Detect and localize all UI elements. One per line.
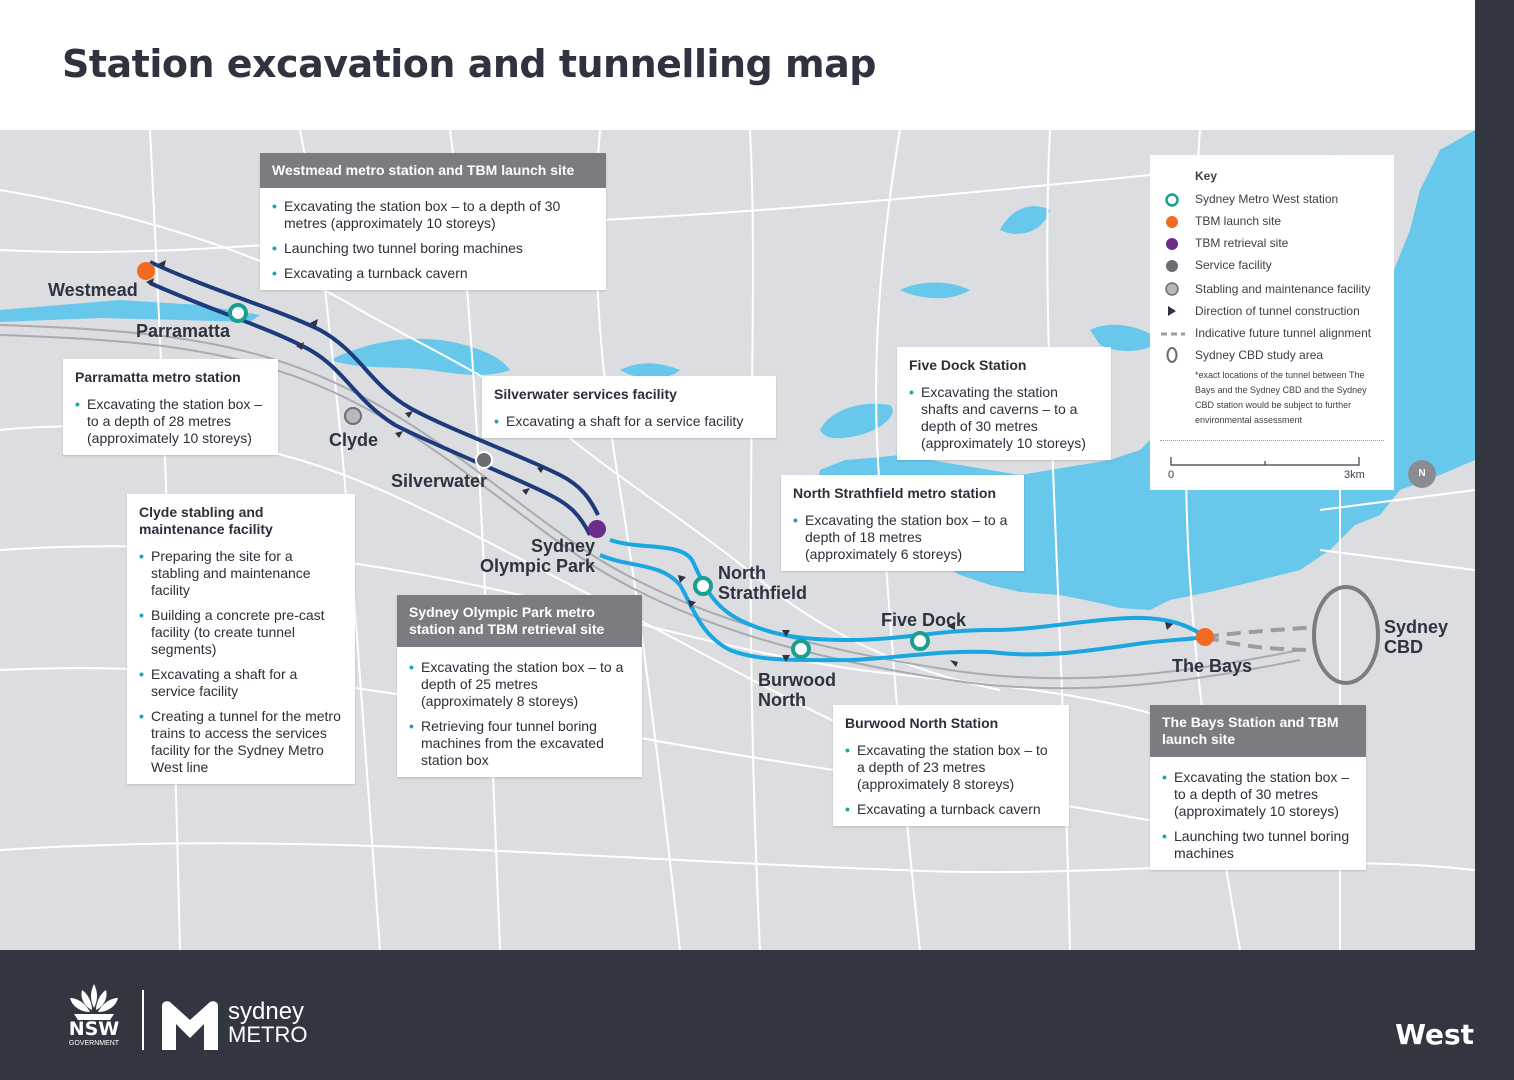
map-area[interactable] bbox=[0, 130, 1475, 950]
callout-olympic-park-item-0: • Excavating the station box – to a depth of 25 metres (approximately 8 storeys) bbox=[409, 659, 630, 710]
key-divider bbox=[1160, 440, 1384, 441]
hatched-dot-icon bbox=[1164, 281, 1180, 297]
callout-the-bays bbox=[1150, 705, 1366, 870]
callout-clyde-title: Clyde stabling and maintenance facility bbox=[139, 504, 273, 537]
scale-bar bbox=[1170, 455, 1360, 469]
label-north-strathfield: North Strathfield bbox=[718, 563, 808, 603]
label-sydney-cbd: Sydney CBD bbox=[1384, 617, 1449, 657]
nsw-wordmark: NSW bbox=[68, 1018, 120, 1040]
sydney-metro-wordmark-line1: sydney bbox=[228, 998, 305, 1025]
callout-westmead-title: Westmead metro station and TBM launch site bbox=[260, 153, 606, 188]
callout-olympic-park-item-1: • Retrieving four tunnel boring machines from the excavated station box bbox=[409, 718, 630, 769]
five-dock-station-marker bbox=[912, 633, 928, 649]
callout-burwood-north-title: Burwood North Station bbox=[845, 715, 999, 731]
cbd-study-area bbox=[1314, 587, 1378, 683]
map-key bbox=[1150, 155, 1394, 490]
purple-dot-icon bbox=[1164, 236, 1180, 252]
callout-north-strathfield-title: North Strathfield metro station bbox=[793, 485, 997, 501]
callout-westmead bbox=[260, 153, 606, 290]
key-item-2: TBM retrieval site bbox=[1195, 236, 1289, 250]
label-silverwater: Silverwater bbox=[391, 471, 488, 491]
key-item-6: Indicative future tunnel alignment bbox=[1195, 326, 1372, 340]
westmead-launch-marker bbox=[137, 262, 155, 280]
callout-parramatta-title: Parramatta metro station bbox=[75, 369, 241, 385]
callout-five-dock-item-0: • Excavating the station shafts and caverns – to a depth of 30 metres (approximately 10 storeys) bbox=[909, 384, 1099, 452]
label-parramatta: Parramatta bbox=[136, 321, 231, 341]
label-westmead: Westmead bbox=[48, 280, 138, 300]
callout-north-strathfield-item-0: • Excavating the station box – to a depth of 18 metres (approximately 6 storeys) bbox=[793, 512, 1012, 563]
key-item-4: Stabling and maintenance facility bbox=[1195, 282, 1371, 296]
burwood-north-station-marker bbox=[793, 641, 809, 657]
callout-clyde-item-2: • Excavating a shaft for a service facility bbox=[139, 666, 343, 700]
nsw-government-text: GOVERNMENT bbox=[68, 1040, 120, 1047]
callout-olympic-park-title: Sydney Olympic Park metro station and TBM retrieval site bbox=[397, 595, 642, 647]
callout-clyde-item-1: • Building a concrete pre-cast facility (to create tunnel segments) bbox=[139, 607, 343, 658]
key-note: *exact locations of the tunnel between The Bays and the Sydney CBD and the Sydney CBD station would be subject to further environmental assessment bbox=[1195, 370, 1367, 425]
parramatta-station-marker bbox=[230, 305, 246, 321]
scale-start: 0 bbox=[1168, 469, 1175, 481]
clyde-stabling-marker bbox=[345, 408, 361, 424]
key-item-5: Direction of tunnel construction bbox=[1195, 304, 1360, 318]
page-title: Station excavation and tunnelling map bbox=[62, 42, 876, 86]
north-strathfield-station-marker bbox=[695, 578, 711, 594]
callout-burwood-north-item-0: • Excavating the station box – to a depth of 23 metres (approximately 8 storeys) bbox=[845, 742, 1057, 793]
callout-the-bays-title: The Bays Station and TBM launch site bbox=[1150, 705, 1366, 757]
callout-westmead-item-0: • Excavating the station box – to a depth of 30 metres (approximately 10 storeys) bbox=[272, 198, 594, 232]
callout-the-bays-item-1: • Launching two tunnel boring machines bbox=[1162, 828, 1354, 862]
label-burwood-north: Burwood North bbox=[758, 670, 836, 710]
key-item-3: Service facility bbox=[1195, 258, 1272, 272]
header bbox=[0, 0, 1475, 130]
key-title: Key bbox=[1195, 169, 1218, 183]
callout-clyde-item-3: • Creating a tunnel for the metro trains to access the services facility for the Sydney Metro West line bbox=[139, 708, 343, 776]
callout-clyde-item-0: • Preparing the site for a stabling and maintenance facility bbox=[139, 548, 343, 599]
callout-silverwater bbox=[482, 376, 776, 438]
silverwater-service-marker bbox=[476, 452, 492, 468]
footer-divider bbox=[142, 990, 144, 1050]
label-the-bays: The Bays bbox=[1172, 656, 1253, 676]
callout-the-bays-item-0: • Excavating the station box – to a depth of 30 metres (approximately 10 storeys) bbox=[1162, 769, 1354, 820]
the-bays-launch-marker bbox=[1196, 628, 1214, 646]
right-side-bar bbox=[1475, 0, 1514, 1080]
sydney-metro-m-logo-icon bbox=[160, 1000, 220, 1052]
callout-westmead-item-2: • Excavating a turnback cavern bbox=[272, 265, 594, 282]
callout-silverwater-item-0: • Excavating a shaft for a service facility bbox=[494, 413, 764, 430]
scale-end: 3km bbox=[1344, 469, 1365, 481]
key-item-1: TBM launch site bbox=[1195, 214, 1282, 228]
line-name-west: West bbox=[1395, 1018, 1474, 1051]
callout-five-dock-title: Five Dock Station bbox=[909, 357, 1027, 373]
dashed-line-icon bbox=[1160, 326, 1186, 342]
footer bbox=[0, 950, 1514, 1080]
sydney-metro-wordmark-line2: METRO bbox=[228, 1022, 308, 1047]
callout-westmead-item-1: • Launching two tunnel boring machines bbox=[272, 240, 594, 257]
grey-dot-icon bbox=[1164, 258, 1180, 274]
station-ring-icon bbox=[1164, 192, 1180, 208]
waratah-logo-icon bbox=[62, 982, 126, 1022]
callout-clyde bbox=[127, 494, 355, 784]
callout-five-dock bbox=[897, 347, 1111, 460]
callout-north-strathfield bbox=[781, 475, 1024, 571]
key-item-0: Sydney Metro West station bbox=[1195, 192, 1339, 206]
callout-silverwater-title: Silverwater services facility bbox=[494, 386, 677, 402]
callout-burwood-north-item-1: • Excavating a turnback cavern bbox=[845, 801, 1057, 818]
callout-parramatta-item-0: • Excavating the station box – to a depth of 28 metres (approximately 10 storeys) bbox=[75, 396, 266, 447]
label-sydney-olympic-park: Sydney Olympic Park bbox=[480, 536, 596, 576]
callout-burwood-north bbox=[833, 705, 1069, 826]
oval-icon bbox=[1164, 347, 1180, 363]
label-clyde: Clyde bbox=[329, 430, 379, 450]
arrow-icon bbox=[1164, 303, 1180, 319]
north-arrow-icon: N bbox=[1408, 460, 1436, 488]
orange-dot-icon bbox=[1164, 214, 1180, 230]
label-five-dock: Five Dock bbox=[881, 610, 967, 630]
callout-olympic-park bbox=[397, 595, 642, 777]
callout-parramatta bbox=[63, 359, 278, 455]
key-item-7: Sydney CBD study area bbox=[1195, 348, 1324, 362]
